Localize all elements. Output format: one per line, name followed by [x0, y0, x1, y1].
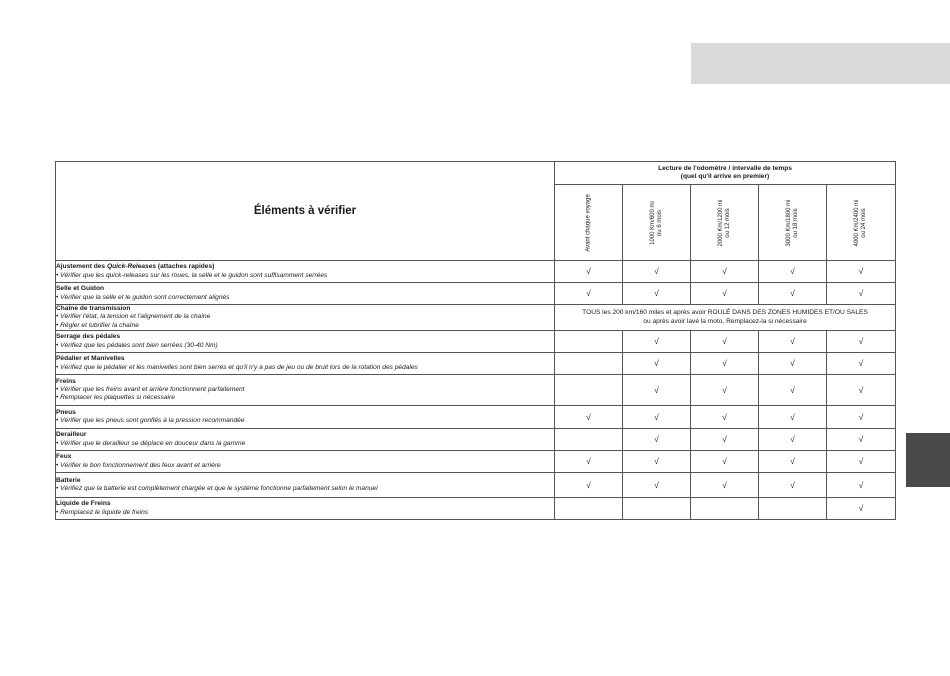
item-cell — [56, 451, 555, 473]
check-mark-cell: √ — [827, 261, 896, 283]
check-mark-cell: √ — [555, 283, 623, 305]
check-mark-cell: √ — [623, 406, 691, 429]
item-instruction: • Vérifier que la selle et le guidon sont correctement alignés — [56, 293, 230, 301]
check-mark-cell: √ — [759, 283, 827, 305]
check-mark-cell: √ — [555, 406, 623, 429]
items-column-header: Éléments à vérifier — [56, 162, 555, 261]
check-mark-cell: √ — [827, 331, 896, 353]
interval-column-label: 4000 Km/2400 mi ou 24 mois — [853, 198, 867, 247]
check-mark-cell: √ — [691, 451, 759, 473]
maintenance-rows — [56, 261, 896, 520]
item-title: Batterie — [56, 476, 81, 484]
check-mark-cell: √ — [759, 375, 827, 406]
check-mark-cell: √ — [827, 353, 896, 375]
interval-column-label: 2000 Km/1200 mi ou 12 mois — [717, 198, 731, 247]
check-mark-cell: √ — [759, 429, 827, 451]
item-instruction: • Vérifier que les quick-releases sur les roues, la selle et le guidon sont suffisamment serrées — [56, 271, 328, 279]
check-mark-cell: √ — [623, 283, 691, 305]
item-title: Chaîne de transmission — [56, 305, 131, 313]
item-instruction: • Remplacez le liquide de freins — [56, 508, 149, 516]
item-title: Serrage des pédales — [56, 333, 121, 341]
check-mark-cell: √ — [759, 451, 827, 473]
item-title: Pédalier et Manivelles — [56, 355, 125, 363]
interval-column-header — [827, 185, 896, 261]
item-title: Feux — [56, 453, 72, 461]
check-mark-cell: √ — [827, 429, 896, 451]
interval-column-label: 1000 Km/600 mi ou 6 mois — [649, 200, 663, 245]
interval-note-line: ou après avoir lavé la moto. Remplacez-la si nécessaire — [643, 317, 807, 325]
item-instruction: • Vérifiez que la batterie est complètement chargée et que le système fonctionne parfaitement selon le manuel — [56, 485, 378, 492]
item-cell — [56, 261, 555, 283]
empty-cell — [555, 375, 623, 406]
item-instruction: • Vérifiez que les pédales sont bien serrées (30-40 Nm) — [56, 341, 218, 349]
item-title: Selle et Guidon — [56, 285, 104, 293]
interval-column-label: 3000 Km/1800 mi ou 18 mois — [785, 198, 799, 247]
interval-column-header — [759, 185, 827, 261]
table-row — [56, 498, 896, 520]
empty-cell — [555, 353, 623, 375]
table-row — [56, 305, 896, 331]
item-cell — [56, 305, 555, 331]
maintenance-table — [55, 161, 896, 520]
check-mark-cell: √ — [827, 375, 896, 406]
check-mark-cell: √ — [623, 375, 691, 406]
interval-column-header — [555, 185, 623, 261]
check-mark-cell: √ — [691, 283, 759, 305]
check-mark-cell: √ — [623, 261, 691, 283]
check-mark-cell: √ — [759, 261, 827, 283]
empty-cell — [691, 498, 759, 520]
empty-cell — [555, 429, 623, 451]
item-instruction: • Vérifier que les pneus sont gonflés à la pression recommandée — [56, 417, 245, 424]
item-cell — [56, 406, 555, 429]
item-instruction: • Vérifier que les freins avant et arrière fonctionnent parfaitement — [56, 385, 245, 393]
check-mark-cell: √ — [691, 406, 759, 429]
item-instruction: • Vérifier le bon fonctionnement des feux avant et arrière — [56, 461, 221, 469]
item-title-emphasis: Quick-Releases — [106, 263, 157, 271]
interval-title: Lecture de l'odomètre / intervalle de temps — [658, 164, 792, 172]
check-mark-cell: √ — [827, 451, 896, 473]
check-mark-cell: √ — [759, 473, 827, 498]
empty-cell — [759, 498, 827, 520]
table-row — [56, 451, 896, 473]
table-row — [56, 429, 896, 451]
check-mark-cell: √ — [623, 473, 691, 498]
item-instruction: • Remplacer les plaquettes si nécessaire — [56, 394, 175, 402]
check-mark-cell: √ — [691, 429, 759, 451]
item-title: Pneus — [56, 408, 76, 416]
check-mark-cell: √ — [691, 473, 759, 498]
table-row — [56, 473, 896, 498]
interval-column-label: Avant chaque voyage — [584, 193, 591, 252]
item-cell — [56, 331, 555, 353]
item-cell — [56, 375, 555, 406]
empty-cell — [555, 498, 623, 520]
check-mark-cell: √ — [555, 261, 623, 283]
table-row — [56, 353, 896, 375]
empty-cell — [555, 331, 623, 353]
table-row — [56, 375, 896, 406]
table-row — [56, 406, 896, 429]
item-title: Derailleur — [56, 431, 87, 439]
empty-cell — [623, 498, 691, 520]
check-mark-cell: √ — [759, 353, 827, 375]
item-cell — [56, 429, 555, 451]
check-mark-cell: √ — [759, 406, 827, 429]
check-mark-cell: √ — [827, 283, 896, 305]
interval-header — [555, 162, 896, 185]
check-mark-cell: √ — [623, 331, 691, 353]
item-instruction: • Vérifiez que le pédalier et les manivelles sont bien serrés et qu'il n'y a pas de jeu ou de bruit lors de la rotation des pédales — [56, 363, 418, 371]
item-title: Freins — [56, 377, 76, 385]
interval-subtitle: (quel qu'il arrive en premier) — [680, 173, 770, 180]
check-mark-cell: √ — [691, 261, 759, 283]
item-title — [56, 263, 554, 271]
check-mark-cell: √ — [827, 473, 896, 498]
chapter-side-tab — [906, 433, 950, 487]
check-mark-cell: √ — [827, 406, 896, 429]
check-mark-cell: √ — [691, 353, 759, 375]
item-instruction: • Régler et lubrifier la chaîne — [56, 321, 139, 329]
item-title-part: Ajustement des — [56, 263, 107, 271]
item-title-part: (attaches rapides) — [156, 263, 215, 271]
item-cell — [56, 283, 555, 305]
interval-note-line: TOUS les 200 km/160 miles et après avoir ROULÉ DANS DES ZONES HUMIDES ET/OU SALES — [582, 308, 868, 316]
table-row — [56, 331, 896, 353]
check-mark-cell: √ — [827, 498, 896, 520]
check-mark-cell: √ — [623, 451, 691, 473]
check-mark-cell: √ — [759, 331, 827, 353]
check-mark-cell: √ — [555, 451, 623, 473]
table-row — [56, 283, 896, 305]
check-mark-cell: √ — [623, 353, 691, 375]
interval-column-header — [691, 185, 759, 261]
item-cell — [56, 473, 555, 498]
item-instruction: • Vérifier l'état, la tension et l'alignement de la chaîne — [56, 313, 211, 321]
section-header-tab — [691, 43, 950, 84]
interval-note — [555, 305, 896, 331]
check-mark-cell: √ — [555, 473, 623, 498]
item-cell — [56, 353, 555, 375]
check-mark-cell: √ — [691, 331, 759, 353]
item-cell — [56, 498, 555, 520]
interval-column-header — [623, 185, 691, 261]
item-instruction: • Vérifier que le derailleur se déplace en douceur dans la gamme — [56, 439, 246, 447]
table-row — [56, 261, 896, 283]
item-title: Liquide de Freins — [56, 500, 111, 508]
check-mark-cell: √ — [691, 375, 759, 406]
check-mark-cell: √ — [623, 429, 691, 451]
